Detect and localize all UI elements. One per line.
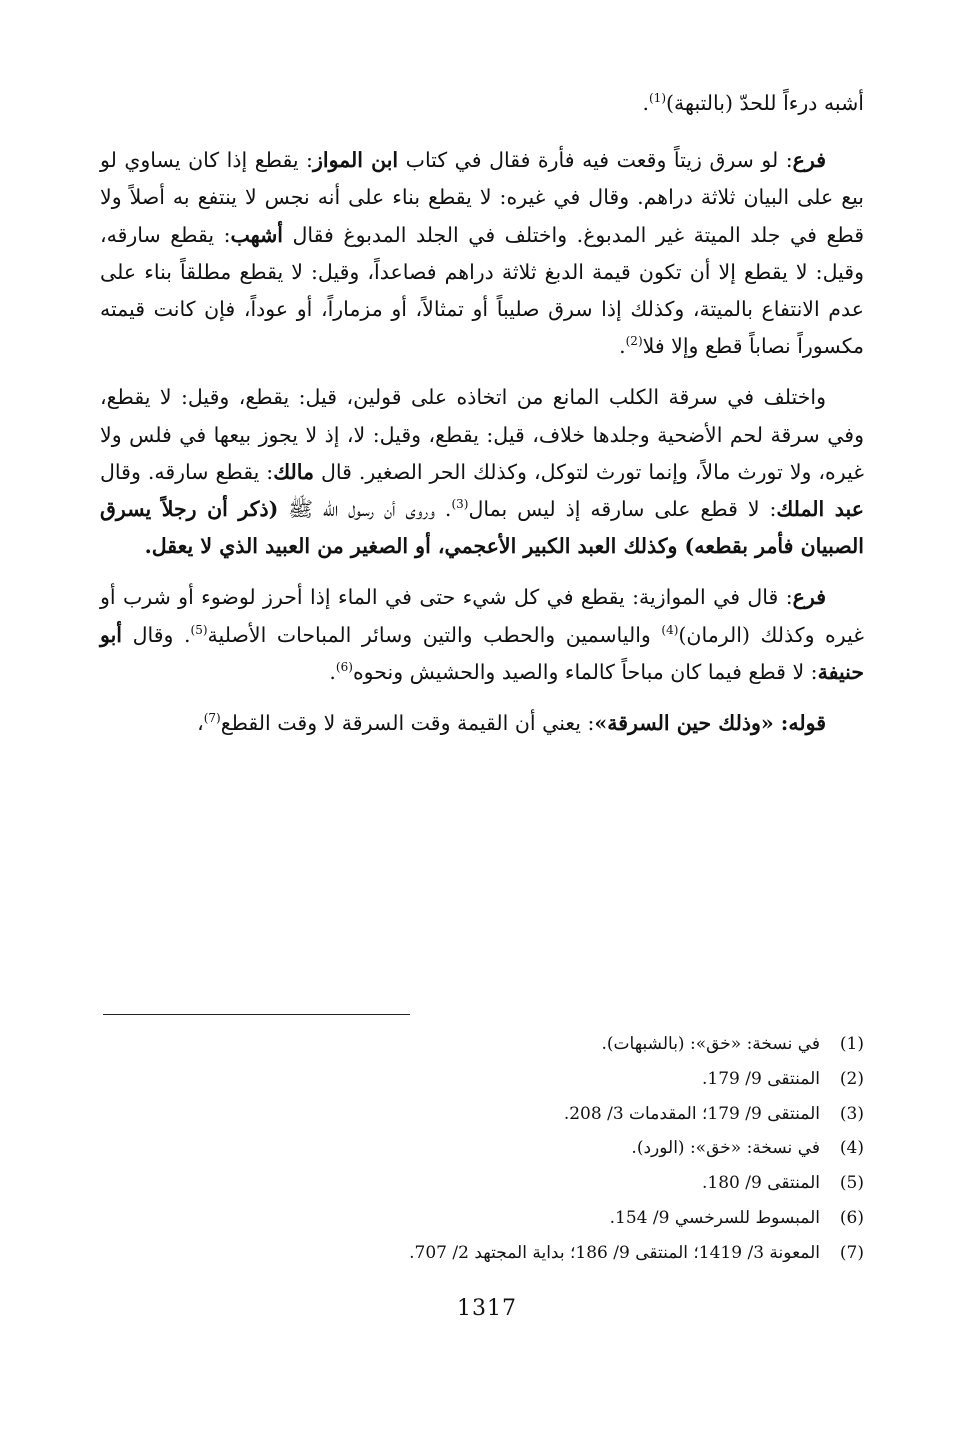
paragraph-text: .: [329, 659, 336, 684]
footnote-item: [100, 1027, 864, 1062]
footnote-ref[interactable]: (4): [661, 622, 679, 637]
footnote-text: المبسوط للسرخسي 9/ 154.: [609, 1207, 820, 1228]
scholar-name: أشهب: [230, 222, 283, 247]
paragraph-text: .: [619, 334, 626, 359]
paragraph-text: . وروى أن رسول الله ﷺ: [278, 497, 452, 522]
footnote-number: (6): [839, 1207, 864, 1228]
paragraph-text: : يقطع سارقه. وقال: [100, 459, 274, 484]
paragraph-0: [100, 85, 864, 122]
section-lead: فرع: [792, 148, 826, 173]
paragraph-text: : لا قطع فيما كان مباحاً كالماء والصيد والحشيش ونحوه: [352, 659, 818, 684]
footnote-text: المعونة 3/ 1419؛ المنتقى 9/ 186؛ بداية المجتهد 2/ 707.: [409, 1242, 820, 1263]
footnote-text: المنتقى 9/ 179؛ المقدمات 3/ 208.: [563, 1103, 820, 1124]
paragraph-text: : لو سرق زيتاً وقعت فيه فأرة فقال في كتاب: [398, 148, 793, 173]
section-lead: قوله: «وذلك حين السرقة»: [594, 711, 826, 736]
paragraph-text: : يعني أن القيمة وقت السرقة لا وقت القطع: [220, 711, 595, 736]
footnote-ref[interactable]: (2): [625, 334, 643, 349]
paragraph-text: واختلف في سرقة الكلب المانع من اتخاذه على قولين، قيل: يقطع، وقيل: لا يقطع، وفي سرقة لحم الأضحية وجلدها خلاف، قيل: يقطع، وقيل: لا، إذ لا يجوز بيعها في فلس ولا غيره، ولا تورث مالاً، وإنما تورث لتوكل، وكذلك الحر الصغير. قال: [100, 385, 864, 484]
footnote-item: [100, 1166, 864, 1201]
paragraph-text: : يقطع سارقه، وقيل: لا يقطع إلا أن تكون قيمة الدبغ ثلاثة دراهم فصاعداً، وقيل: لا يقطع مطلقاً بناء على عدم الانتفاع بالميتة، وكذلك إذا سرق صليباً أو تمثالاً، أو مزماراً، أو عوداً، فإن كانت قيمته مكسوراً نصاباً قطع وإلا فلا: [100, 222, 864, 359]
footnote-number: (2): [839, 1068, 864, 1089]
footnote-text: المنتقى 9/ 180.: [702, 1173, 820, 1194]
footnotes: [100, 1027, 864, 1271]
paragraph-text: والياسمين والحطب والتين وسائر المباحات الأصلية: [207, 622, 662, 647]
section-lead: فرع: [792, 585, 826, 610]
scholar-name: ابن المواز: [312, 148, 399, 173]
paragraph-text: . وقال: [122, 622, 191, 647]
footnote-ref[interactable]: (7): [203, 711, 221, 726]
footnote-item: [100, 1131, 864, 1166]
footnote-number: (3): [839, 1103, 864, 1124]
paragraph-3: [100, 579, 864, 691]
footnote-text: المنتقى 9/ 179.: [702, 1068, 820, 1089]
footnote-ref[interactable]: (5): [190, 622, 208, 637]
footnote-item: [100, 1201, 864, 1236]
footnote-ref[interactable]: (3): [451, 497, 469, 512]
footnote-item: [100, 1097, 864, 1132]
footnote-ref[interactable]: (1): [648, 91, 666, 105]
hadith-quote: (ذكر أن رجلاً يسرق الصبيان فأمر بقطعه) وكذلك العبد الكبير الأعجمي، أو الصغير من العبيد الذي لا يعقل.: [100, 497, 864, 559]
footnote-number: (7): [839, 1242, 864, 1263]
paragraph-2: [100, 379, 864, 565]
page-number: 1317: [457, 1296, 517, 1321]
paragraph-1: [100, 142, 864, 365]
main-text: [100, 85, 864, 742]
paragraph-text: : قال في الموازية: يقطع في كل شيء حتى في الماء إذا أحرز لوضوء أو شرب أو غيره وكذلك (الرمان): [100, 585, 864, 647]
scholar-name: أبو حنيفة: [100, 622, 864, 684]
footnote-number: (5): [839, 1173, 864, 1194]
footnote-number: (1): [839, 1034, 864, 1054]
footnote-item: [100, 1236, 864, 1271]
footnote-number: (4): [839, 1138, 864, 1159]
paragraph-text: : يقطع إذا كان يساوي لو بيع على البيان ثلاثة دراهم. وقال في غيره: لا يقطع بناء على أنه نجس لا ينتفع به أصلاً ولا قطع في جلد الميتة غير المدبوغ. واختلف في الجلد المدبوغ فقال: [100, 148, 864, 247]
paragraph-text: ،: [197, 711, 204, 736]
paragraph-text: : لا قطع على سارقه إذ ليس بمال: [468, 497, 777, 522]
paragraph-text: .: [642, 91, 649, 115]
scholar-name: عبد الملك: [776, 497, 864, 522]
footnote-ref[interactable]: (6): [335, 659, 353, 674]
paragraph-4: [100, 705, 864, 742]
footnote-item: [100, 1062, 864, 1097]
footnote-text: في نسخة: «خق»: (الورد).: [631, 1138, 820, 1159]
scholar-name: مالك: [273, 459, 314, 484]
footnote-text: في نسخة: «خق»: (بالشبهات).: [601, 1034, 820, 1054]
paragraph-text: أشبه درءاً للحدّ (بالتبهة): [666, 91, 864, 115]
footnote-divider: [103, 1014, 410, 1015]
